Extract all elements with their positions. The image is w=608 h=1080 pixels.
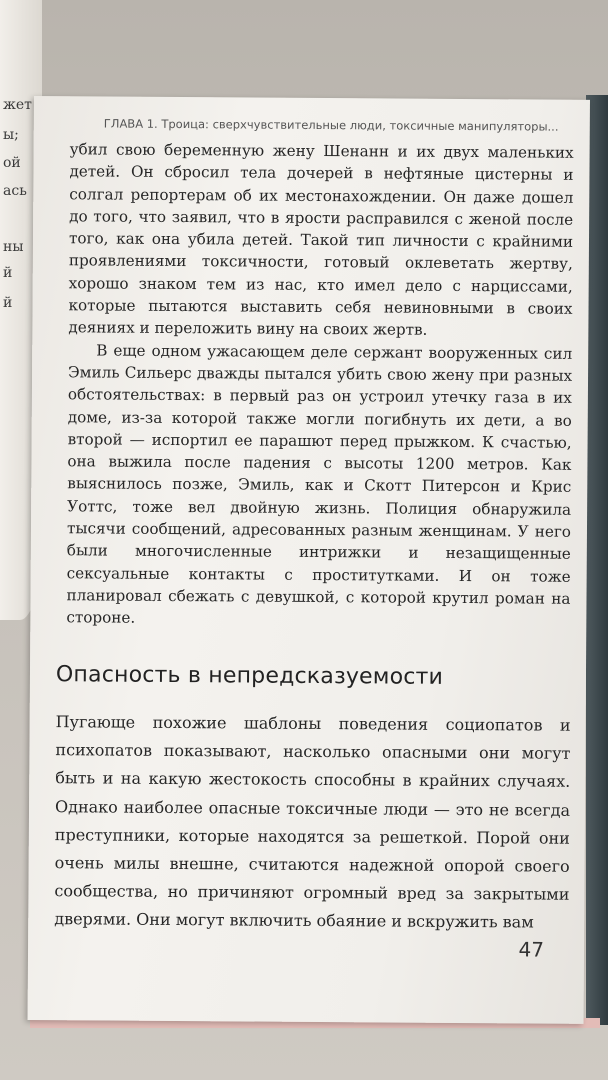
running-header: ГЛАВА 1. Троица: сверхчувствительные люди, токсичные манипуляторы... xyxy=(103,116,559,134)
left-page-text-fragment: ны xyxy=(3,239,24,255)
book-spine xyxy=(586,95,608,1025)
left-page-text-fragment: ась xyxy=(3,183,27,199)
body-text-bottom xyxy=(54,708,571,937)
left-page-text-fragment: жет xyxy=(3,97,32,113)
section-heading: Опасность в непредсказуемости xyxy=(55,662,444,690)
body-text-top xyxy=(66,138,573,632)
page-number: 47 xyxy=(518,937,545,962)
left-page-text-fragment: ы; xyxy=(3,127,19,143)
paragraph: Пугающе похожие шаблоны поведения социопатов и психопатов показывают, насколько опасными они могут быть и на какую жестокость способны в крайних случаях. Однако наиболее опасные токсичные люди — это не всегда преступники, которые находятся за решеткой. Порой они очень милы внешне, считаются надежной опорой своего сообщества, но причиняют огромный вред за закрытыми дверями. Они могут включить обаяние и вскружить вам xyxy=(54,712,571,932)
left-page-text-fragment: й xyxy=(3,265,13,281)
book-page xyxy=(28,96,590,1024)
left-page-text-fragment: й xyxy=(3,295,13,311)
left-page-text-fragment xyxy=(3,212,8,226)
paragraph: убил свою беременную жену Шенанн и их двух маленьких детей. Он сбросил тела дочерей в нефтяные цистерны и солгал репортерам об их местонахождении. Он даже дошел до того, что заявил, что в ярости расправился с женой после того, как она убила детей. Такой тип личности с крайними проявлениями токсичности, готовый оклеветать жертву, хорошо знаком тем из нас, кто имел дело с нарциссами, которые пытаются выставить себя невиновными в своих деяниях и переложить вину на своих жертв. xyxy=(68,140,574,340)
left-page-text-fragment: ой xyxy=(3,155,21,171)
paragraph: В еще одном ужасающем деле сержант вооруженных сил Эмиль Сильерс дважды пытался убить свою жену при разных обстоятельствах: в первый раз он устроил утечку газа в их доме, из-за которой также могли погибнуть их дети, а во второй — испортил ее парашют перед прыжком. К счастью, она выжила после падения с высоты 1200 метров. Как выяснилось позже, Эмиль, как и Скотт Питерсон и Крис Уоттс, тоже вел двойную жизнь. Полиция обнаружила тысячи сообщений, адресованных разным женщинам. У него были многочисленные интрижки и незащищенные сексуальные контакты с проститутками. И он тоже планировал сбежать с девушкой, с которой крутил роман на стороне. xyxy=(66,341,573,627)
